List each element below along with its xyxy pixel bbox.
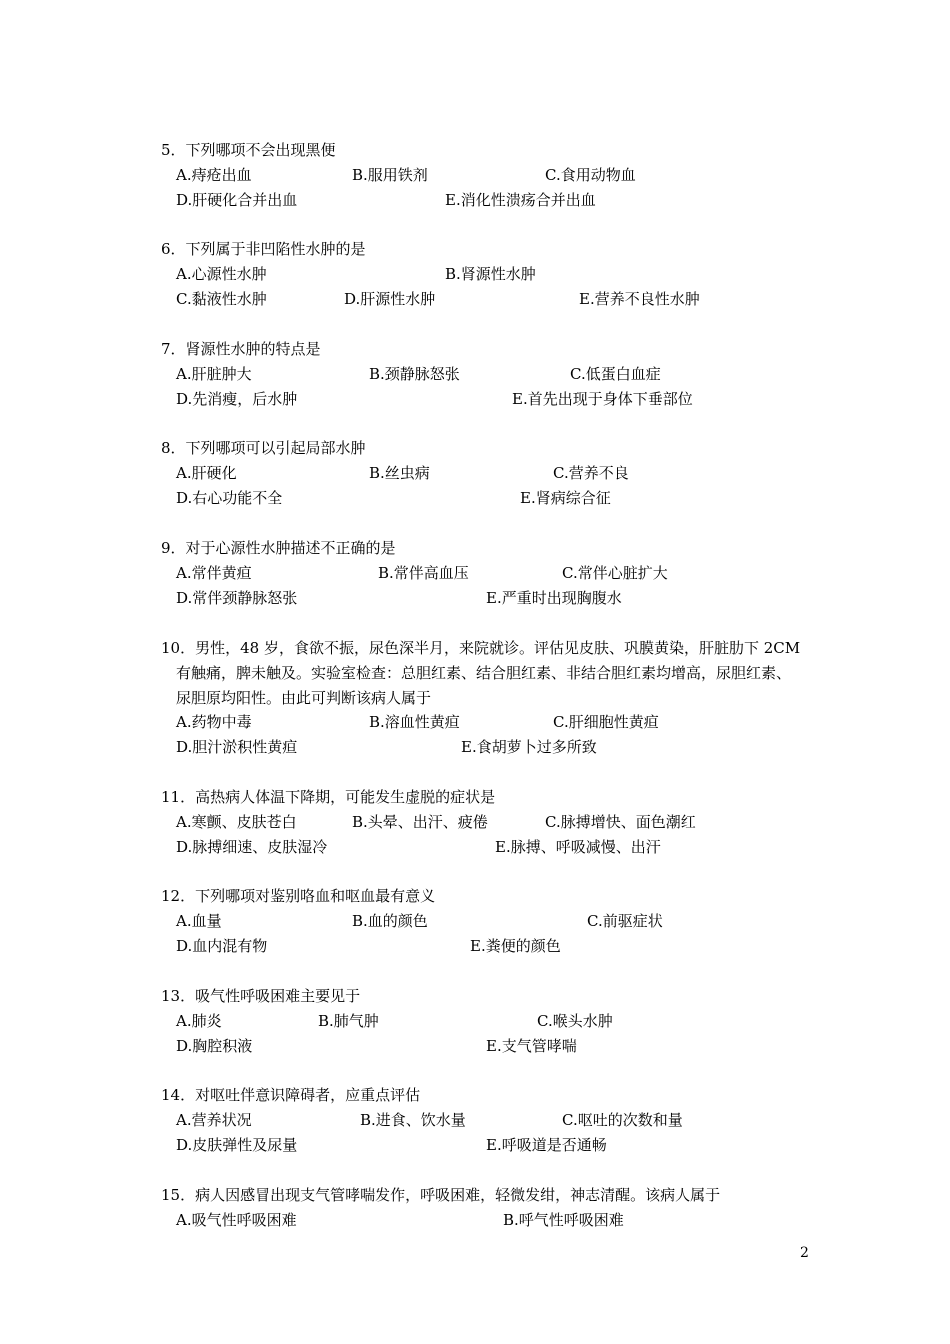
answer-option: D.皮肤弹性及尿量 bbox=[176, 1135, 298, 1154]
question-stem: 13．吸气性呼吸困难主要见于 bbox=[161, 987, 361, 1005]
answer-option: E.呼吸道是否通畅 bbox=[486, 1135, 607, 1154]
answer-option: E.严重时出现胸腹水 bbox=[486, 588, 622, 607]
answer-option: D.胆汁淤积性黄疸 bbox=[176, 738, 298, 757]
answer-option: B.肾源性水肿 bbox=[445, 264, 536, 283]
answer-option: C.营养不良 bbox=[553, 463, 629, 482]
answer-option: C.常伴心脏扩大 bbox=[562, 563, 668, 582]
answer-option: A.寒颤、皮肤苍白 bbox=[176, 812, 297, 831]
answer-option: C.喉头水肿 bbox=[537, 1011, 613, 1030]
answer-option: D.肝硬化合并出血 bbox=[176, 190, 298, 209]
answer-option: B.呼气性呼吸困难 bbox=[503, 1210, 624, 1229]
answer-option: B.肺气肿 bbox=[318, 1011, 379, 1030]
answer-option: E.首先出现于身体下垂部位 bbox=[512, 389, 693, 408]
answer-option: E.肾病综合征 bbox=[520, 488, 611, 507]
question-stem: 有触痛，脾未触及。实验室检查：总胆红素、结合胆红素、非结合胆红素均增高，尿胆红素、 bbox=[176, 663, 792, 682]
answer-option: B.溶血性黄疸 bbox=[369, 713, 460, 732]
answer-option: A.肝硬化 bbox=[176, 463, 237, 482]
answer-option: A.吸气性呼吸困难 bbox=[176, 1210, 297, 1229]
answer-option: B.头晕、出汗、疲倦 bbox=[352, 812, 488, 831]
answer-option: A.肺炎 bbox=[176, 1011, 222, 1030]
answer-option: C.前驱症状 bbox=[587, 911, 663, 930]
answer-option: B.服用铁剂 bbox=[352, 165, 428, 184]
answer-option: D.脉搏细速、皮肤湿冷 bbox=[176, 837, 328, 856]
question-stem: 12．下列哪项对鉴别咯血和呕血最有意义 bbox=[161, 887, 436, 905]
answer-option: D.肝源性水肿 bbox=[344, 289, 436, 308]
answer-option: A.常伴黄疸 bbox=[176, 563, 252, 582]
answer-option: E.营养不良性水肿 bbox=[579, 289, 700, 308]
question-stem: 尿胆原均阳性。由此可判断该病人属于 bbox=[176, 688, 432, 707]
answer-option: B.颈静脉怒张 bbox=[369, 364, 460, 383]
answer-option: D.血内混有物 bbox=[176, 936, 268, 955]
answer-option: B.进食、饮水量 bbox=[360, 1110, 466, 1129]
question-stem: 15．病人因感冒出现支气管哮喘发作，呼吸困难，轻微发绀，神志清醒。该病人属于 bbox=[161, 1186, 721, 1204]
answer-option: C.脉搏增快、面色潮红 bbox=[545, 812, 696, 831]
question-stem: 11．高热病人体温下降期，可能发生虚脱的症状是 bbox=[161, 788, 496, 806]
answer-option: D.胸腔积液 bbox=[176, 1036, 253, 1055]
answer-option: A.营养状况 bbox=[176, 1110, 252, 1129]
page-number: 2 bbox=[800, 1245, 809, 1261]
answer-option: A.痔疮出血 bbox=[176, 165, 252, 184]
answer-option: B.常伴高血压 bbox=[378, 563, 469, 582]
answer-option: C.食用动物血 bbox=[545, 165, 636, 184]
answer-option: D.先消瘦，后水肿 bbox=[176, 389, 298, 408]
answer-option: D.常伴颈静脉怒张 bbox=[176, 588, 298, 607]
question-stem: 7．肾源性水肿的特点是 bbox=[161, 340, 321, 358]
answer-option: D.右心功能不全 bbox=[176, 488, 283, 507]
answer-option: C.黏液性水肿 bbox=[176, 289, 267, 308]
question-stem: 6．下列属于非凹陷性水肿的是 bbox=[161, 240, 366, 258]
question-stem: 10．男性，48 岁，食欲不振，尿色深半月，来院就诊。评估见皮肤、巩膜黄染，肝脏肋下 2CM bbox=[161, 639, 801, 657]
answer-option: E.脉搏、呼吸减慢、出汗 bbox=[495, 837, 661, 856]
answer-option: B.血的颜色 bbox=[352, 911, 428, 930]
answer-option: C.肝细胞性黄疸 bbox=[553, 713, 659, 732]
answer-option: E.食胡萝卜过多所致 bbox=[461, 738, 597, 757]
answer-option: A.心源性水肿 bbox=[176, 264, 267, 283]
answer-option: E.粪便的颜色 bbox=[470, 936, 561, 955]
question-stem: 9．对于心源性水肿描述不正确的是 bbox=[161, 539, 396, 557]
question-stem: 14．对呕吐伴意识障碍者，应重点评估 bbox=[161, 1086, 421, 1104]
answer-option: A.肝脏肿大 bbox=[176, 364, 252, 383]
answer-option: C.低蛋白血症 bbox=[570, 364, 661, 383]
answer-option: A.药物中毒 bbox=[176, 713, 252, 732]
question-stem: 5．下列哪项不会出现黑便 bbox=[161, 141, 336, 159]
answer-option: E.支气管哮喘 bbox=[486, 1036, 577, 1055]
answer-option: E.消化性溃疡合并出血 bbox=[445, 190, 596, 209]
answer-option: C.呕吐的次数和量 bbox=[562, 1110, 683, 1129]
question-stem: 8．下列哪项可以引起局部水肿 bbox=[161, 439, 366, 457]
answer-option: A.血量 bbox=[176, 911, 222, 930]
answer-option: B.丝虫病 bbox=[369, 463, 430, 482]
